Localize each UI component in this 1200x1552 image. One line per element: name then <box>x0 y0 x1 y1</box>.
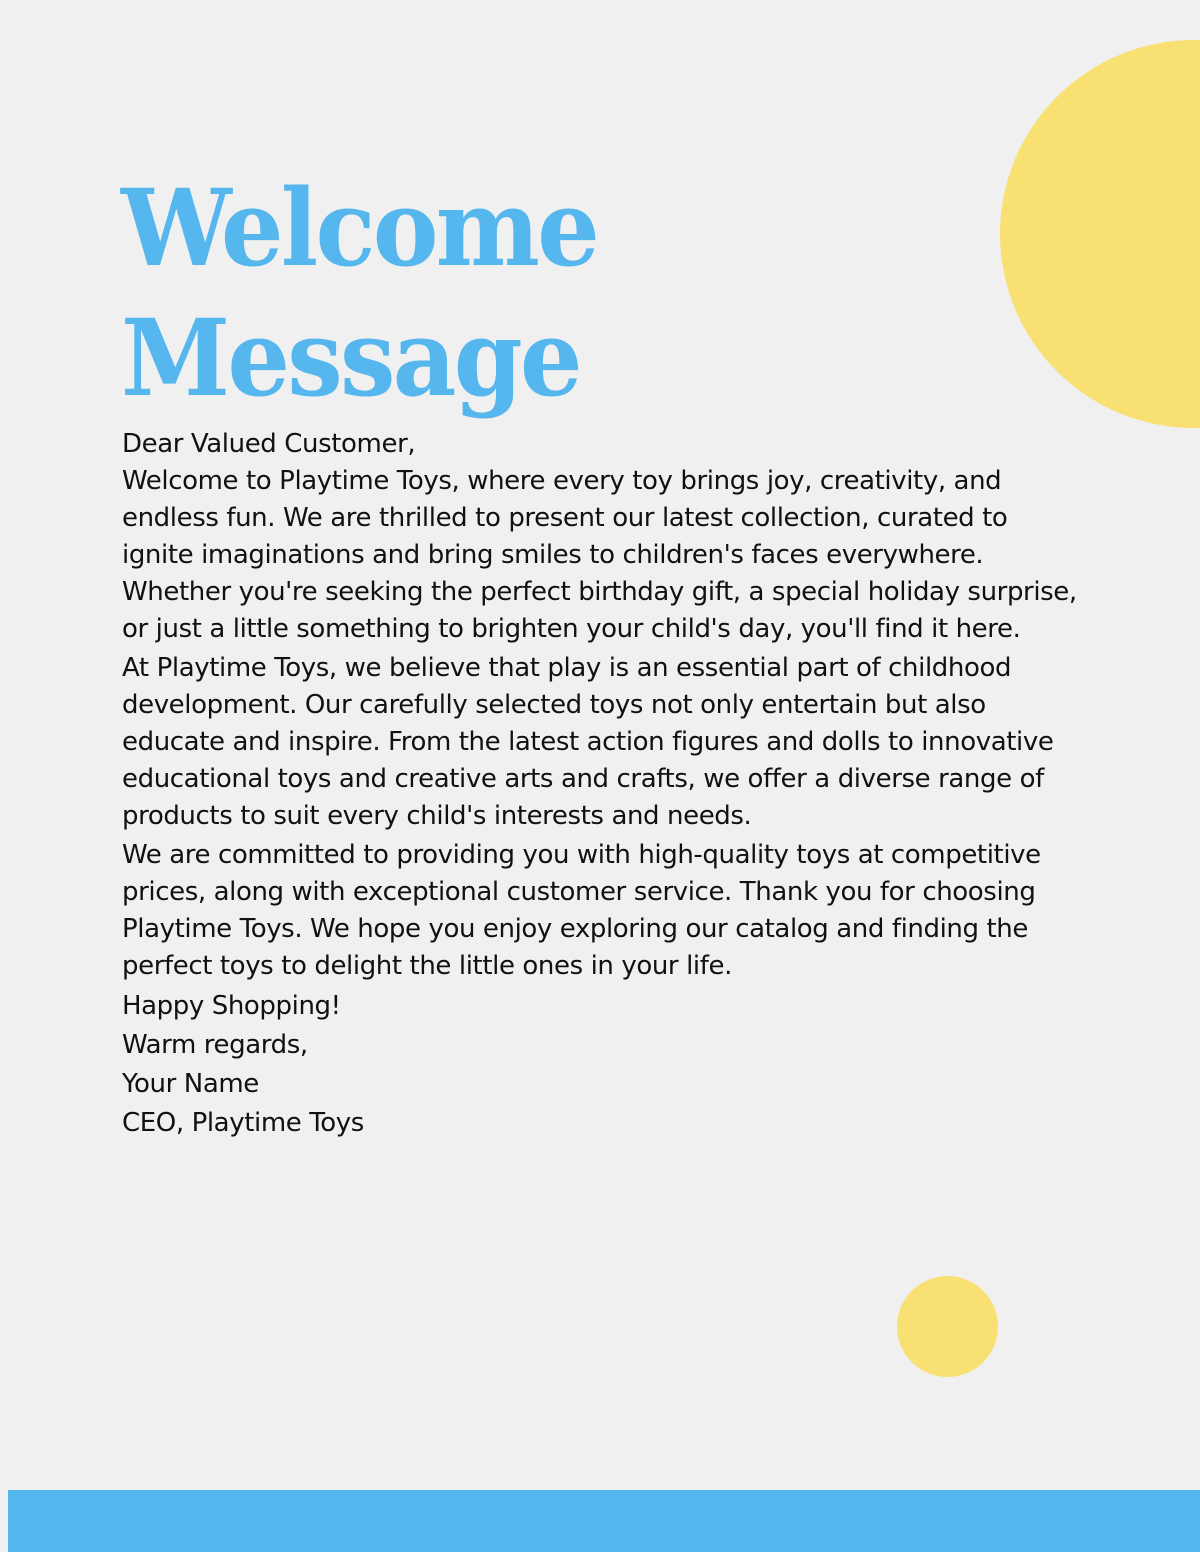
paragraph-3-line: We are committed to providing you with high-quality toys at competitive <box>122 840 1041 870</box>
paragraph-1 <box>122 463 1122 648</box>
title-line-2: Message <box>121 295 580 420</box>
signer-name: Your Name <box>122 1069 259 1099</box>
sign-off: Happy Shopping! <box>122 991 341 1021</box>
paragraph-3-line: Playtime Toys. We hope you enjoy exploring our catalog and finding the <box>122 914 1028 944</box>
paragraph-2-line: educate and inspire. From the latest action figures and dolls to innovative <box>122 727 1054 757</box>
decorative-blue-bottom-bar <box>8 1490 1200 1552</box>
title-line-1: Welcome <box>121 165 598 290</box>
letter-closing <box>122 987 1122 1143</box>
paragraph-1-line: endless fun. We are thrilled to present our latest collection, curated to <box>122 503 1008 533</box>
signer-position: CEO, Playtime Toys <box>122 1108 364 1138</box>
paragraph-2-line: At Playtime Toys, we believe that play is an essential part of childhood <box>122 653 1012 683</box>
page-title <box>121 163 597 423</box>
paragraph-3 <box>122 837 1122 985</box>
closing-phrase: Warm regards, <box>122 1030 308 1060</box>
paragraph-1-line: Welcome to Playtime Toys, where every toy brings joy, creativity, and <box>122 466 1002 496</box>
letter-body <box>122 426 1122 1143</box>
paragraph-1-line: Whether you're seeking the perfect birthday gift, a special holiday surprise, <box>122 577 1077 607</box>
paragraph-2-line: educational toys and creative arts and crafts, we offer a diverse range of <box>122 764 1044 794</box>
paragraph-1-line: ignite imaginations and bring smiles to children's faces everywhere. <box>122 540 984 570</box>
paragraph-2 <box>122 650 1122 835</box>
paragraph-1-line: or just a little something to brighten your child's day, you'll find it here. <box>122 614 1021 644</box>
paragraph-2-line: development. Our carefully selected toys not only entertain but also <box>122 690 986 720</box>
decorative-yellow-circle-small <box>897 1276 998 1377</box>
decorative-yellow-circle-large <box>1000 40 1200 428</box>
paragraph-2-line: products to suit every child's interests and needs. <box>122 801 752 831</box>
salutation: Dear Valued Customer, <box>122 429 416 459</box>
paragraph-3-line: perfect toys to delight the little ones in your life. <box>122 951 732 981</box>
paragraph-3-line: prices, along with exceptional customer service. Thank you for choosing <box>122 877 1036 907</box>
